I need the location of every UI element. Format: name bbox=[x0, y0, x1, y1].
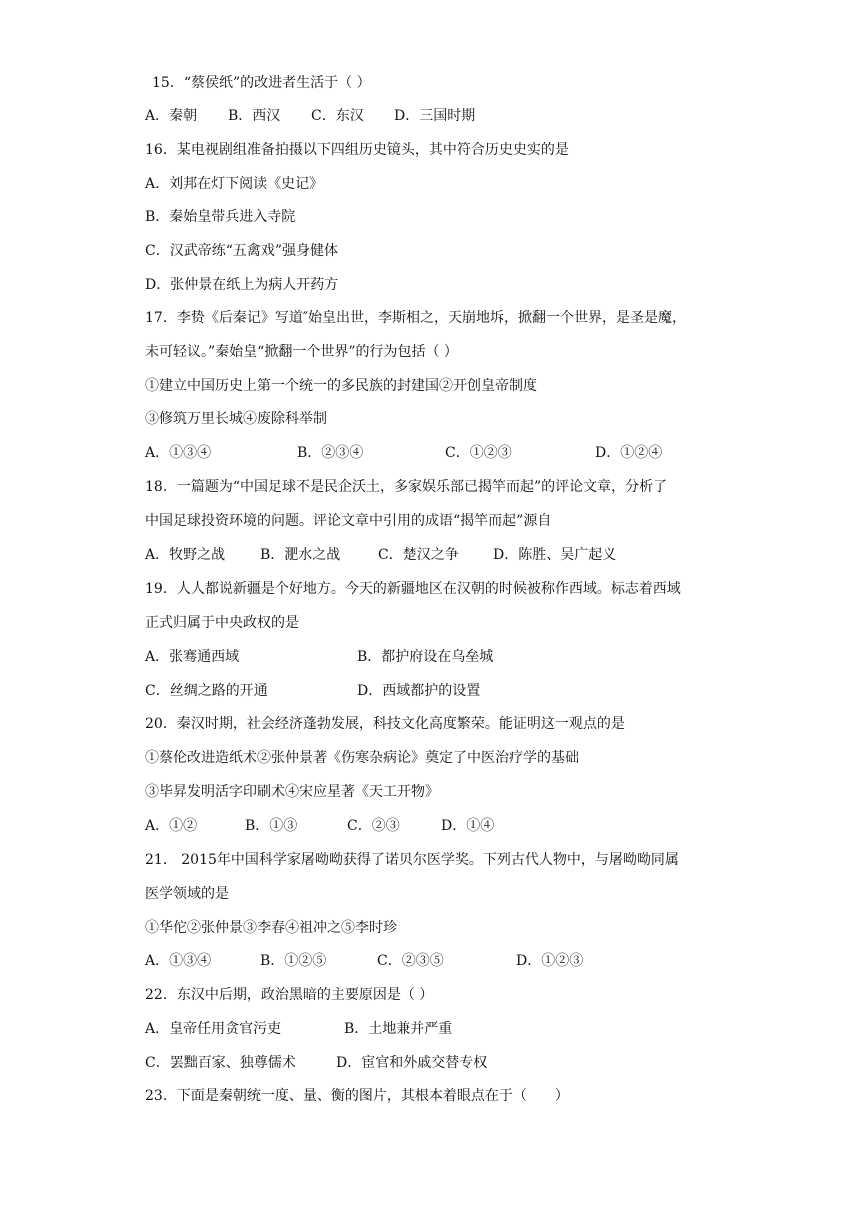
question-16-option-d: D．张仲景在纸上为病人开药方 bbox=[145, 277, 339, 293]
question-17-options bbox=[145, 443, 662, 463]
question-19-options-row-1 bbox=[145, 647, 493, 667]
option-c: C．②③ bbox=[347, 818, 400, 834]
question-17-stem-line-1: 17．李贽《后秦记》写道″始皇出世，李斯相之，天崩地坼，掀翻一个世界，是圣是魔， bbox=[145, 310, 687, 326]
option-a: A．牧野之战 bbox=[145, 547, 226, 563]
question-22-stem: 22．东汉中后期，政治黑暗的主要原因是（ ） bbox=[145, 987, 434, 1003]
question-21-stem-line-2: 医学领域的是 bbox=[145, 886, 229, 902]
option-d: D．陈胜、吴广起义 bbox=[493, 547, 617, 563]
option-a: A．张骞通西域 bbox=[145, 649, 240, 665]
option-b: B．土地兼并严重 bbox=[344, 1021, 453, 1037]
question-22-options-row-1 bbox=[145, 1019, 452, 1039]
question-20-item-line-1: ①蔡伦改进造纸术②张仲景著《伤寒杂病论》奠定了中医治疗学的基础 bbox=[145, 750, 579, 766]
question-20-stem: 20．秦汉时期，社会经济蓬勃发展，科技文化高度繁荣。能证明这一观点的是 bbox=[145, 716, 625, 732]
question-21-options bbox=[145, 951, 583, 971]
question-17-item-line-1: ①建立中国历史上第一个统一的多民族的封建国②开创皇帝制度 bbox=[145, 378, 537, 394]
question-16-option-c: C．汉武帝练“五禽戏”强身健体 bbox=[145, 243, 339, 259]
question-19-options-row-2 bbox=[145, 681, 480, 701]
option-b: B．淝水之战 bbox=[260, 547, 341, 563]
question-17-stem-line-2: 未可轻议。”秦始皇“掀翻一个世界”的行为包括（ ） bbox=[145, 344, 458, 360]
question-20-item-line-2: ③毕昇发明活字印刷术④宋应星著《天工开物》 bbox=[145, 784, 439, 800]
option-c: C．楚汉之争 bbox=[378, 547, 459, 563]
question-18-stem-line-2: 中国足球投资环境的问题。评论文章中引用的成语“揭竿而起”源自 bbox=[145, 513, 552, 529]
option-c: C．东汉 bbox=[311, 108, 364, 124]
question-18-options bbox=[145, 545, 616, 565]
option-c: C．丝绸之路的开通 bbox=[145, 683, 268, 699]
option-b: B．都护府设在乌垒城 bbox=[357, 649, 494, 665]
option-a: A．秦朝 bbox=[145, 108, 198, 124]
question-23-stem: 23．下面是秦朝统一度、量、衡的图片，其根本着眼点在于（ ） bbox=[145, 1088, 569, 1104]
option-d: D．西域都护的设置 bbox=[357, 683, 481, 699]
option-c: C．②③⑤ bbox=[377, 953, 444, 969]
option-a: A．①③④ bbox=[145, 953, 212, 969]
option-d: D．宦官和外戚交替专权 bbox=[336, 1055, 488, 1071]
question-15-stem: 15．“蔡侯纸”的改进者生活于（ ） bbox=[152, 75, 371, 91]
option-a: A．皇帝任用贪官污吏 bbox=[145, 1021, 282, 1037]
question-17-item-line-2: ③修筑万里长城④废除科举制 bbox=[145, 411, 327, 427]
option-d: D．①②④ bbox=[595, 445, 663, 461]
option-b: B．①②⑤ bbox=[260, 953, 327, 969]
option-c: C．罢黜百家、独尊儒术 bbox=[145, 1055, 296, 1071]
option-b: B．①③ bbox=[245, 818, 298, 834]
question-21-items: ①华佗②张仲景③李春④祖冲之⑤李时珍 bbox=[145, 920, 397, 936]
question-22-options-row-2 bbox=[145, 1053, 487, 1073]
option-c: C．①②③ bbox=[445, 445, 512, 461]
question-21-stem-line-1: 21． 2015年中国科学家屠呦呦获得了诺贝尔医学奖。下列古代人物中，与屠呦呦同属 bbox=[145, 852, 679, 868]
question-18-stem-line-1: 18．一篇题为“中国足球不是民企沃土，多家娱乐部已揭竿而起”的评论文章，分析了 bbox=[145, 479, 668, 495]
option-b: B．②③④ bbox=[297, 445, 364, 461]
option-d: D．①②③ bbox=[516, 953, 584, 969]
question-15-options bbox=[145, 106, 475, 126]
question-16-option-b: B．秦始皇带兵进入寺院 bbox=[145, 209, 296, 225]
option-d: D．①④ bbox=[441, 818, 495, 834]
question-20-options bbox=[145, 816, 494, 836]
question-16-stem: 16．某电视剧组准备拍摄以下四组历史镜头，其中符合历史史实的是 bbox=[145, 142, 569, 158]
option-d: D．三国时期 bbox=[394, 108, 476, 124]
question-16-option-a: A．刘邦在灯下阅读《史记》 bbox=[145, 176, 324, 192]
question-19-stem-line-2: 正式归属于中央政权的是 bbox=[145, 615, 299, 631]
question-19-stem-line-1: 19．人人都说新疆是个好地方。今天的新疆地区在汉朝的时候被称作西域。标志着西域 bbox=[145, 581, 681, 597]
option-a: A．①② bbox=[145, 818, 198, 834]
option-b: B．西汉 bbox=[228, 108, 281, 124]
option-a: A．①③④ bbox=[145, 445, 212, 461]
